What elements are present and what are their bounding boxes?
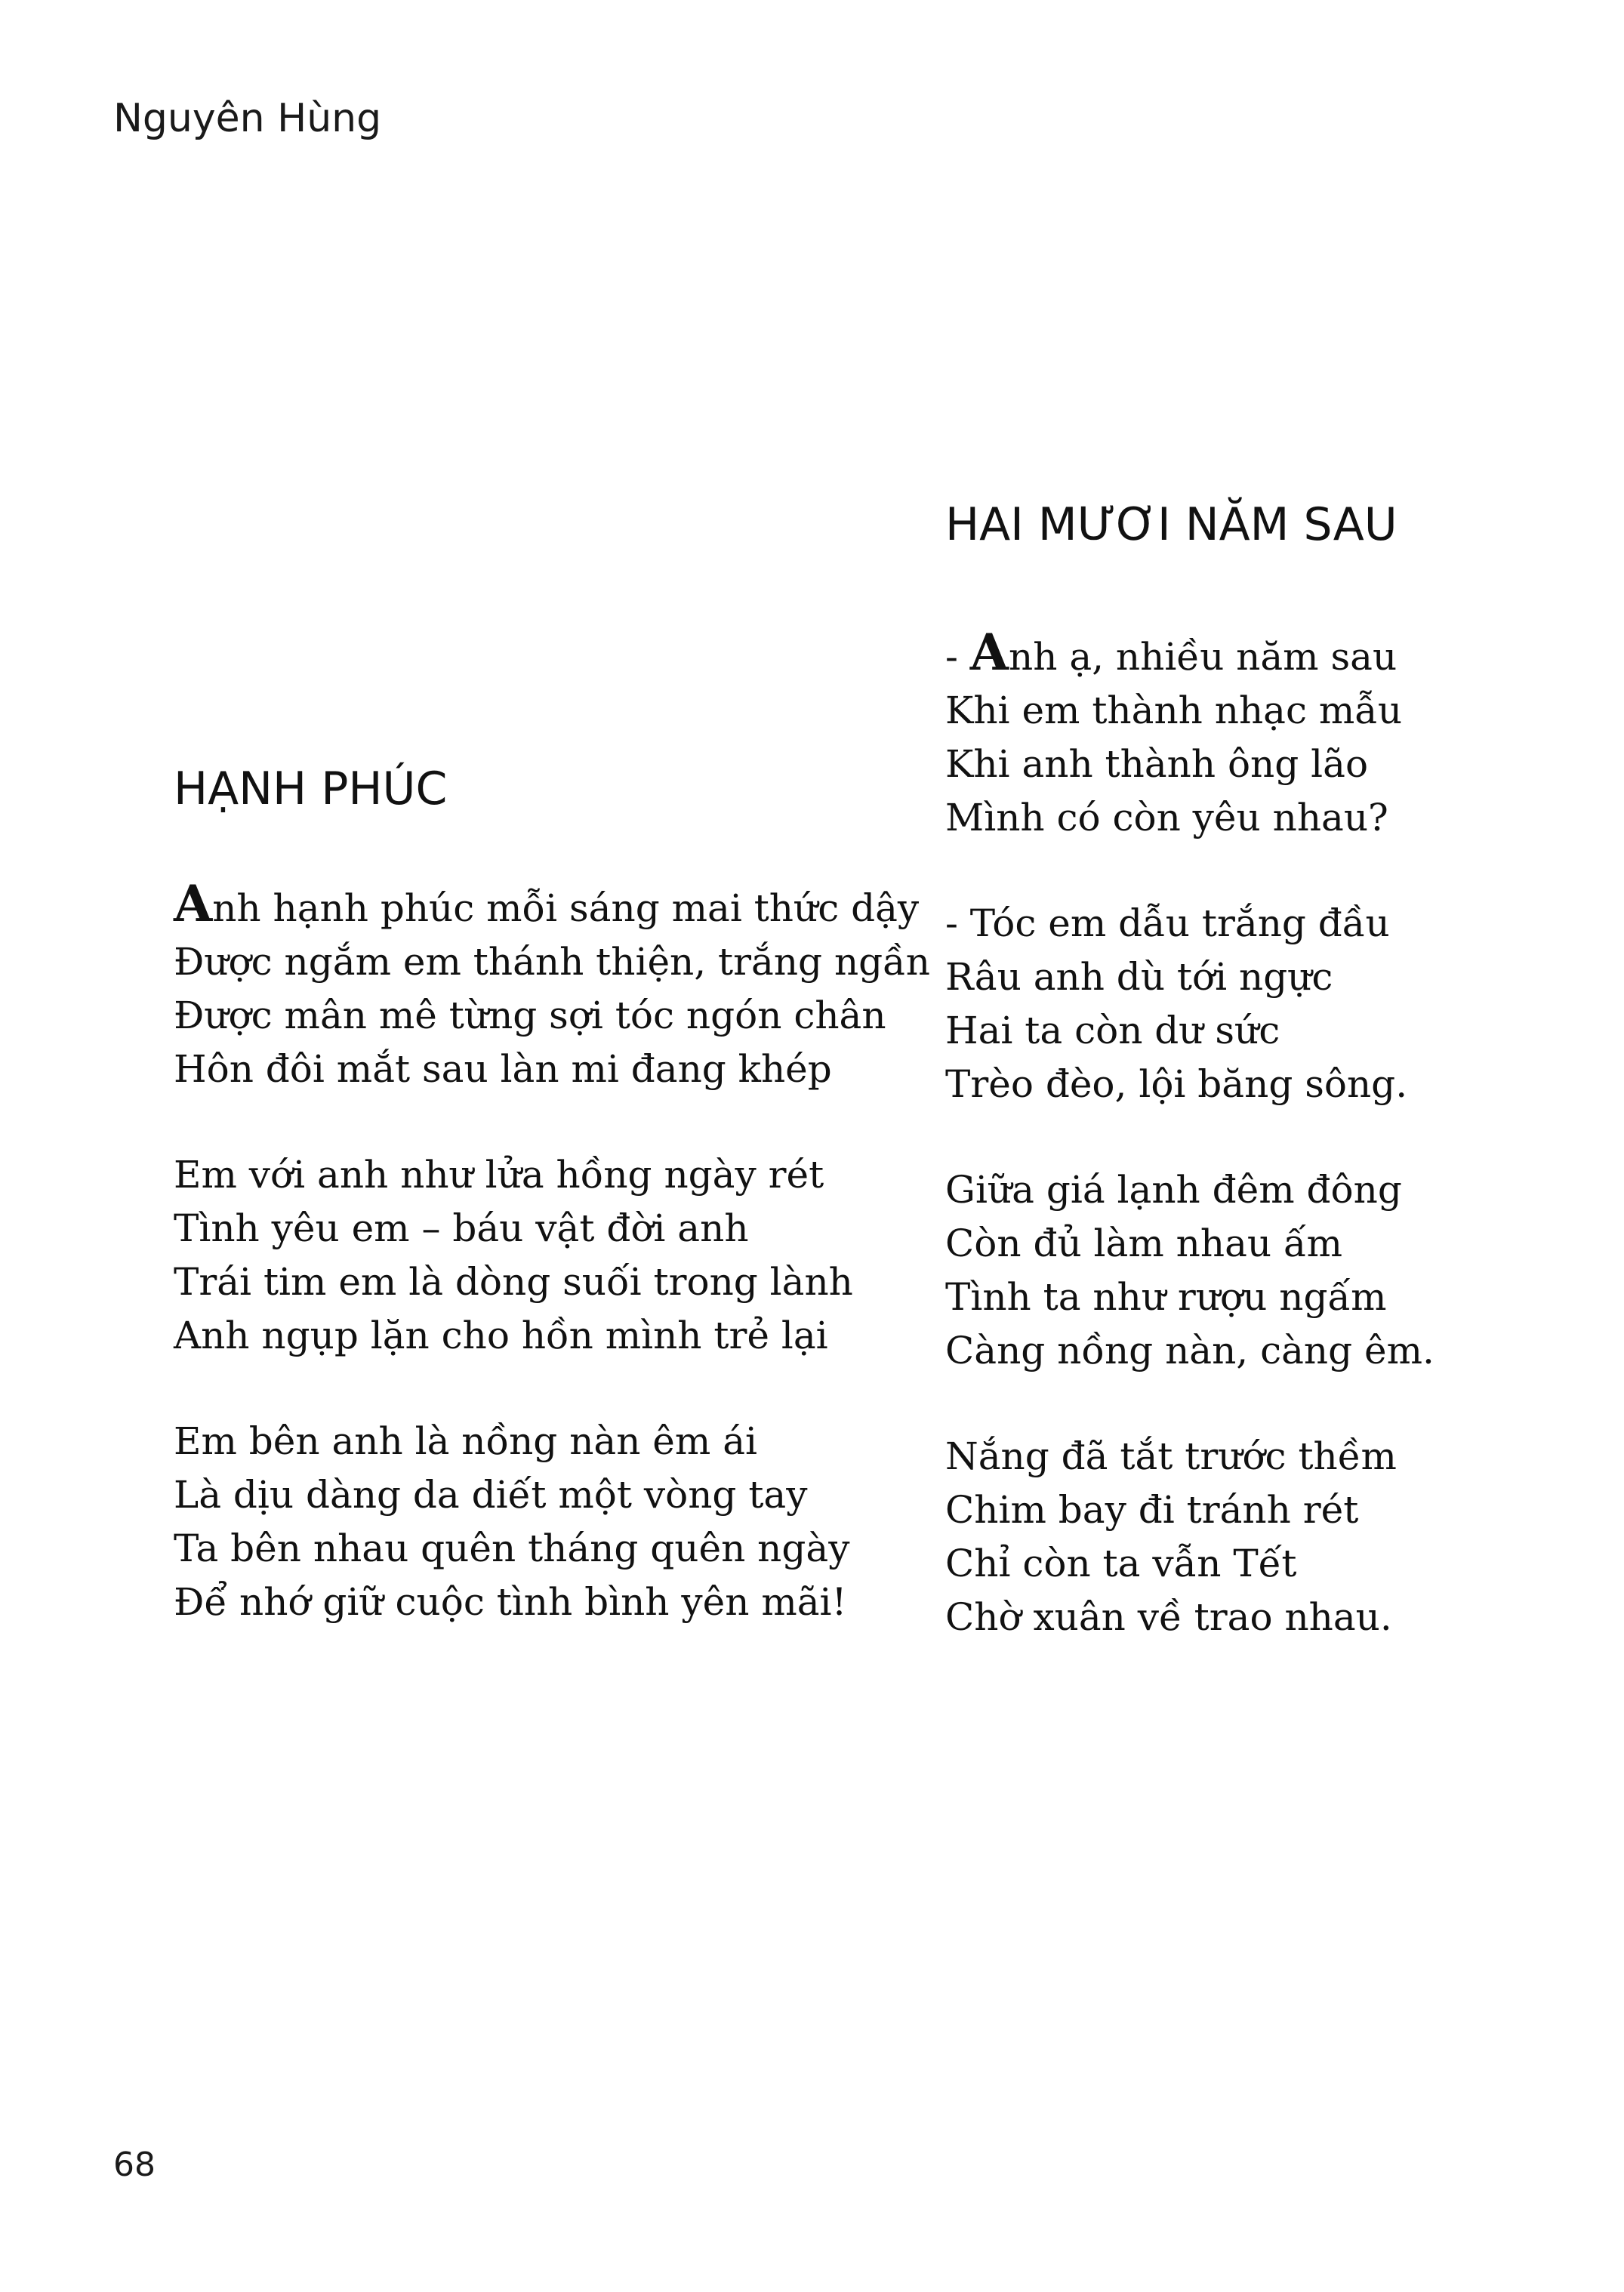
first-line-rest: nh ạ, nhiều năm sau [1009,635,1398,679]
poem-line-with-dropcap [945,623,1434,684]
poem-line-with-dropcap [174,874,930,935]
stanza [945,897,1434,1111]
poem-line: Chim bay đi tránh rét [945,1488,1359,1532]
poem-line: Nắng đã tắt trước thềm [945,1434,1397,1478]
stanza [945,623,1434,845]
poem-line: Được mân mê từng sợi tóc ngón chân [174,994,886,1037]
poem-line: Mình có còn yêu nhau? [945,796,1388,839]
first-line-rest: nh hạnh phúc mỗi sáng mai thức dậy [212,886,920,930]
poem-line: Em với anh như lửa hồng ngày rét [174,1153,824,1197]
poem-line: Râu anh dù tới ngực [945,955,1333,999]
poem-line: Tình yêu em – báu vật đời anh [174,1206,749,1250]
stanza [174,874,931,1096]
dash-prefix: - [945,635,970,679]
poem-line: Là dịu dàng da diết một vòng tay [174,1473,808,1517]
poem-title: HẠNH PHÚC [174,762,448,815]
drop-cap: A [969,623,1009,682]
stanza [174,1148,930,1363]
poem-hanh-phuc [174,759,930,1629]
poem-line: Anh ngụp lặn cho hồn mình trẻ lại [174,1314,828,1357]
running-header-author: Nguyên Hùng [113,96,382,141]
poem-line: Chỉ còn ta vẫn Tết [945,1542,1297,1585]
poem-line: Em bên anh là nồng nàn êm ái [174,1419,757,1463]
poem-line: Ta bên nhau quên tháng quên ngày [174,1526,850,1570]
poem-line: Hôn đôi mắt sau làn mi đang khép [174,1047,832,1091]
page-number: 68 [113,2146,156,2184]
poem-line: Khi em thành nhạc mẫu [945,689,1403,732]
poem-line: Tình ta như rượu ngấm [945,1275,1387,1319]
stanza [945,1163,1434,1378]
poem-line: Càng nồng nàn, càng êm. [945,1329,1434,1372]
poem-title: HAI MƯƠI NĂM SAU [945,498,1398,551]
stanza [945,1430,1434,1644]
poem-line: Hai ta còn dư sức [945,1009,1280,1052]
stanza [174,1415,930,1629]
drop-cap: A [174,874,213,933]
poem-line: Để nhớ giữ cuộc tình bình yên mãi! [174,1580,847,1624]
poem-line: Được ngắm em thánh thiện, trắng ngần [174,940,931,984]
poem-line: Trái tim em là dòng suối trong lành [174,1260,853,1304]
poem-line: Khi anh thành ông lão [945,742,1369,786]
poem-line: - Tóc em dẫu trắng đầu [945,901,1390,945]
poem-line: Chờ xuân về trao nhau. [945,1595,1392,1639]
poem-hai-muoi-nam-sau [945,494,1434,1644]
poem-line: Giữa giá lạnh đêm đông [945,1168,1402,1212]
poem-line: Trèo đèo, lội băng sông. [945,1062,1408,1106]
poem-line: Còn đủ làm nhau ấm [945,1221,1343,1265]
